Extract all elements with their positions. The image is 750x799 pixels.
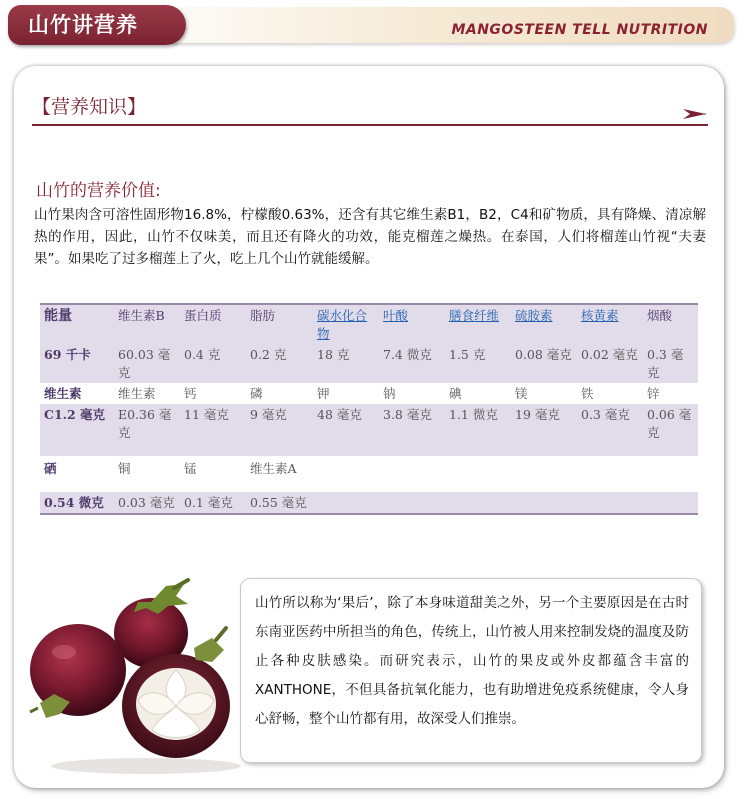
- table-row: [40, 383, 698, 404]
- table-cell: 硒: [44, 461, 57, 476]
- table-cell: 锌: [647, 386, 660, 401]
- table-cell: 0.3 毫克: [643, 344, 698, 383]
- table-cell: 0.02 毫克: [577, 344, 643, 383]
- table-cell: [379, 492, 445, 514]
- table-cell: 铁: [581, 386, 594, 401]
- table-cell: 48 毫克: [313, 404, 379, 456]
- table-row: [40, 304, 698, 344]
- description-box: [240, 578, 702, 763]
- table-cell: 60.03 毫克: [114, 344, 180, 383]
- table-cell: 0.4 克: [180, 344, 246, 383]
- table-cell: 1.1 微克: [445, 404, 511, 456]
- arrow-right-icon: [682, 107, 708, 121]
- nutrition-table: [40, 303, 698, 515]
- link-carbohydrate[interactable]: 碳水化合物: [313, 304, 379, 344]
- banner-english-title: MANGOSTEEN TELL NUTRITION: [451, 22, 708, 38]
- table-cell: 0.54 微克: [40, 492, 114, 514]
- table-cell: 脂肪: [246, 304, 313, 344]
- table-cell: [313, 456, 379, 492]
- section-title: 【营养知识】: [32, 96, 147, 118]
- table-cell: 磷: [250, 386, 263, 401]
- table-cell: 维生素A: [250, 461, 297, 476]
- table-cell: 碘: [449, 386, 462, 401]
- table-cell: E0.36 毫克: [114, 404, 180, 456]
- table-cell: 钾: [317, 386, 330, 401]
- table-row: [40, 404, 698, 456]
- table-cell: 0.03 毫克: [114, 492, 180, 514]
- table-cell: 11 毫克: [180, 404, 246, 456]
- table-cell: 19 毫克: [511, 404, 577, 456]
- link-folic-acid[interactable]: 叶酸: [379, 304, 445, 344]
- table-cell: 9 毫克: [246, 404, 313, 456]
- table-cell: 0.08 毫克: [511, 344, 577, 383]
- table-cell: 钙: [184, 386, 197, 401]
- table-cell: [379, 456, 445, 492]
- table-cell: [643, 456, 698, 492]
- description-text: 山竹所以称为‘果后’，除了本身味道甜美之外，另一个主要原因是在古时东南亚医药中所担当的角色，传统上，山竹被人用来控制发烧的温度及防止各种皮肤感染。而研究表示，山竹的果皮或外皮都蕴含丰富的XANTHONE，不但具备抗氧化能力，也有助增进免疫系统健康，令人身心舒畅，整个山竹都有用，故深受人们推崇。: [255, 595, 689, 727]
- table-cell: 0.3 毫克: [577, 404, 643, 456]
- table-row: [40, 492, 698, 514]
- table-cell: 钠: [383, 386, 396, 401]
- table-cell: 0.55 毫克: [246, 492, 313, 514]
- table-cell: [445, 456, 511, 492]
- table-row: [40, 344, 698, 383]
- top-banner: [0, 0, 750, 50]
- table-cell: [577, 492, 643, 514]
- table-cell: 0.06 毫克: [643, 404, 698, 456]
- table-cell: 镁: [515, 386, 528, 401]
- table-row: [40, 456, 698, 492]
- table-cell: [445, 492, 511, 514]
- table-cell: 1.5 克: [445, 344, 511, 383]
- table-cell: 能量: [40, 304, 114, 344]
- table-cell: [511, 456, 577, 492]
- table-cell: [577, 456, 643, 492]
- section-header: [32, 92, 708, 126]
- table-cell: C1.2 毫克: [40, 404, 114, 456]
- table-cell: 18 克: [313, 344, 379, 383]
- link-thiamine[interactable]: 硫胺素: [511, 304, 577, 344]
- table-cell: 69 千卡: [40, 344, 114, 383]
- table-cell: 蛋白质: [180, 304, 246, 344]
- table-cell: 0.1 毫克: [180, 492, 246, 514]
- table-cell: 维生素: [118, 386, 156, 401]
- table-cell: 铜: [118, 461, 131, 476]
- table-cell: 维生素B: [114, 304, 180, 344]
- table-cell: [511, 492, 577, 514]
- table-cell: 3.8 毫克: [379, 404, 445, 456]
- table-cell: 维生素: [44, 386, 82, 401]
- section-divider: [32, 124, 708, 126]
- link-dietary-fiber[interactable]: 膳食纤维: [445, 304, 511, 344]
- table-cell: 7.4 微克: [379, 344, 445, 383]
- intro-paragraph: 山竹果肉含可溶性固形物16.8%，柠檬酸0.63%，还含有其它维生素B1，B2，C4和矿物质，具有降燥、清凉解热的作用，因此，山竹不仅味美，而且还有降火的功效，能克榴莲之燥热。在泰国，人们将榴莲山竹视“夫妻果”。如果吃了过多榴莲上了火，吃上几个山竹就能缓解。: [34, 207, 706, 267]
- banner-title: 山竹讲营养: [8, 5, 186, 45]
- banner-strip: [172, 7, 734, 43]
- table-cell: 烟酸: [643, 304, 698, 344]
- table-cell: 锰: [184, 461, 197, 476]
- table-cell: [643, 492, 698, 514]
- nutrition-heading: 山竹的营养价值:: [36, 181, 161, 201]
- mangosteen-image: [26, 578, 246, 778]
- table-cell: 0.2 克: [246, 344, 313, 383]
- table-cell: [313, 492, 379, 514]
- link-riboflavin[interactable]: 核黄素: [577, 304, 643, 344]
